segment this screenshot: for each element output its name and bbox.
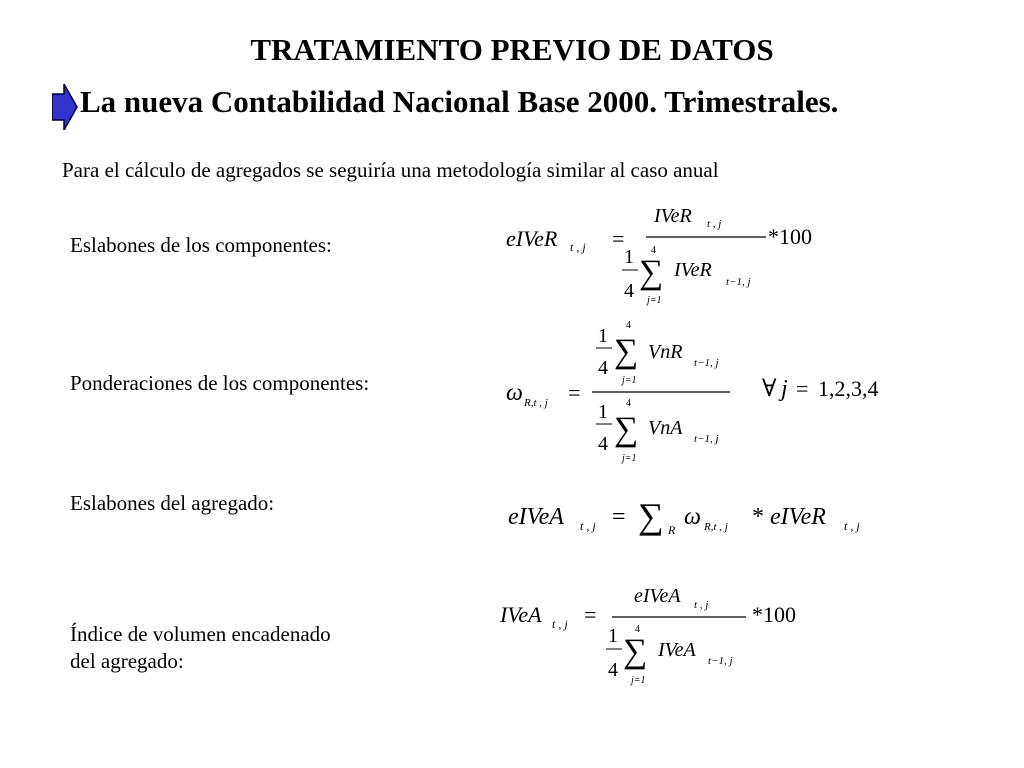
svg-text:=: = xyxy=(612,504,626,530)
slide-subtitle: La nueva Contabilidad Nacional Base 2000. Trimestrales. xyxy=(80,84,839,119)
svg-text:1: 1 xyxy=(608,625,618,647)
svg-text:j: j xyxy=(781,376,788,402)
svg-text:R,t , j: R,t , j xyxy=(704,521,728,533)
svg-text:eIVeA: eIVeA xyxy=(634,585,681,607)
label-eslabones-agregado: Eslabones del agregado: xyxy=(70,491,275,515)
svg-text:IVeA: IVeA xyxy=(500,602,542,627)
formula-eslabones-componentes xyxy=(500,198,840,313)
svg-text:eIVeR: eIVeR xyxy=(770,504,826,530)
svg-text:4: 4 xyxy=(626,320,631,331)
right-arrow-icon xyxy=(52,84,78,130)
svg-text:t−1, j: t−1, j xyxy=(726,276,751,288)
slide-title: TRATAMIENTO PREVIO DE DATOS xyxy=(250,32,774,67)
svg-text:t , j: t , j xyxy=(707,218,722,230)
svg-text:*: * xyxy=(752,504,764,530)
svg-text:=: = xyxy=(568,380,581,405)
svg-text:∑: ∑ xyxy=(614,411,639,448)
formula-ponderaciones xyxy=(500,316,900,468)
svg-text:IVeR: IVeR xyxy=(654,205,692,227)
svg-text:eIVeR: eIVeR xyxy=(506,226,558,251)
svg-text:∑: ∑ xyxy=(614,333,639,370)
svg-text:VnA: VnA xyxy=(648,417,683,439)
svg-text:t , j: t , j xyxy=(570,240,586,254)
svg-text:∑: ∑ xyxy=(638,496,664,536)
svg-text:t−1, j: t−1, j xyxy=(708,655,733,667)
svg-text:1,2,3,4: 1,2,3,4 xyxy=(818,376,879,401)
svg-text:∀: ∀ xyxy=(762,376,777,402)
svg-text:1: 1 xyxy=(598,325,608,347)
formula-indice-volumen xyxy=(498,582,838,697)
svg-text:VnR: VnR xyxy=(648,341,683,363)
svg-text:t , j: t , j xyxy=(580,519,596,533)
intro-text: Para el cálculo de agregados se seguiría una metodología similar al caso anual xyxy=(62,158,719,182)
label-indice-volumen xyxy=(70,621,331,675)
svg-text:∑: ∑ xyxy=(623,633,648,670)
svg-text:4: 4 xyxy=(598,433,608,455)
label-eslabones-componentes: Eslabones de los componentes: xyxy=(70,233,332,257)
svg-text:ω: ω xyxy=(506,380,523,406)
svg-text:∑: ∑ xyxy=(639,254,664,291)
svg-text:IVeA: IVeA xyxy=(658,639,696,661)
svg-text:t−1, j: t−1, j xyxy=(694,433,719,445)
svg-text:eIVeA: eIVeA xyxy=(508,504,564,530)
svg-text:*100: *100 xyxy=(768,224,812,249)
svg-text:=: = xyxy=(796,376,809,401)
svg-text:R: R xyxy=(668,523,676,537)
svg-text:4: 4 xyxy=(624,280,634,302)
svg-text:=: = xyxy=(584,602,597,627)
label-indice-volumen-line1: Índice de volumen encadenado xyxy=(70,622,331,646)
svg-text:t , j: t , j xyxy=(694,599,709,611)
svg-text:4: 4 xyxy=(608,659,618,681)
svg-text:t−1, j: t−1, j xyxy=(694,357,719,369)
svg-text:1: 1 xyxy=(624,246,634,268)
svg-text:R,t , j: R,t , j xyxy=(524,397,548,409)
svg-text:=: = xyxy=(612,226,625,251)
svg-text:j=1: j=1 xyxy=(631,675,646,686)
label-ponderaciones: Ponderaciones de los componentes: xyxy=(70,371,370,395)
svg-text:*100: *100 xyxy=(752,602,796,627)
svg-text:4: 4 xyxy=(598,357,608,379)
label-indice-volumen-line2: del agregado: xyxy=(70,649,184,673)
svg-text:4: 4 xyxy=(635,624,640,635)
svg-text:j=1: j=1 xyxy=(647,295,662,306)
formula-eslabones-agregado xyxy=(504,488,884,548)
svg-text:ω: ω xyxy=(684,504,701,530)
svg-text:4: 4 xyxy=(626,398,631,409)
svg-text:j=1: j=1 xyxy=(622,375,637,386)
svg-text:IVeR: IVeR xyxy=(674,259,712,281)
svg-text:t , j: t , j xyxy=(844,519,860,533)
svg-text:j=1: j=1 xyxy=(622,453,637,464)
svg-text:4: 4 xyxy=(651,245,656,256)
svg-text:t , j: t , j xyxy=(552,617,568,631)
svg-text:1: 1 xyxy=(598,401,608,423)
